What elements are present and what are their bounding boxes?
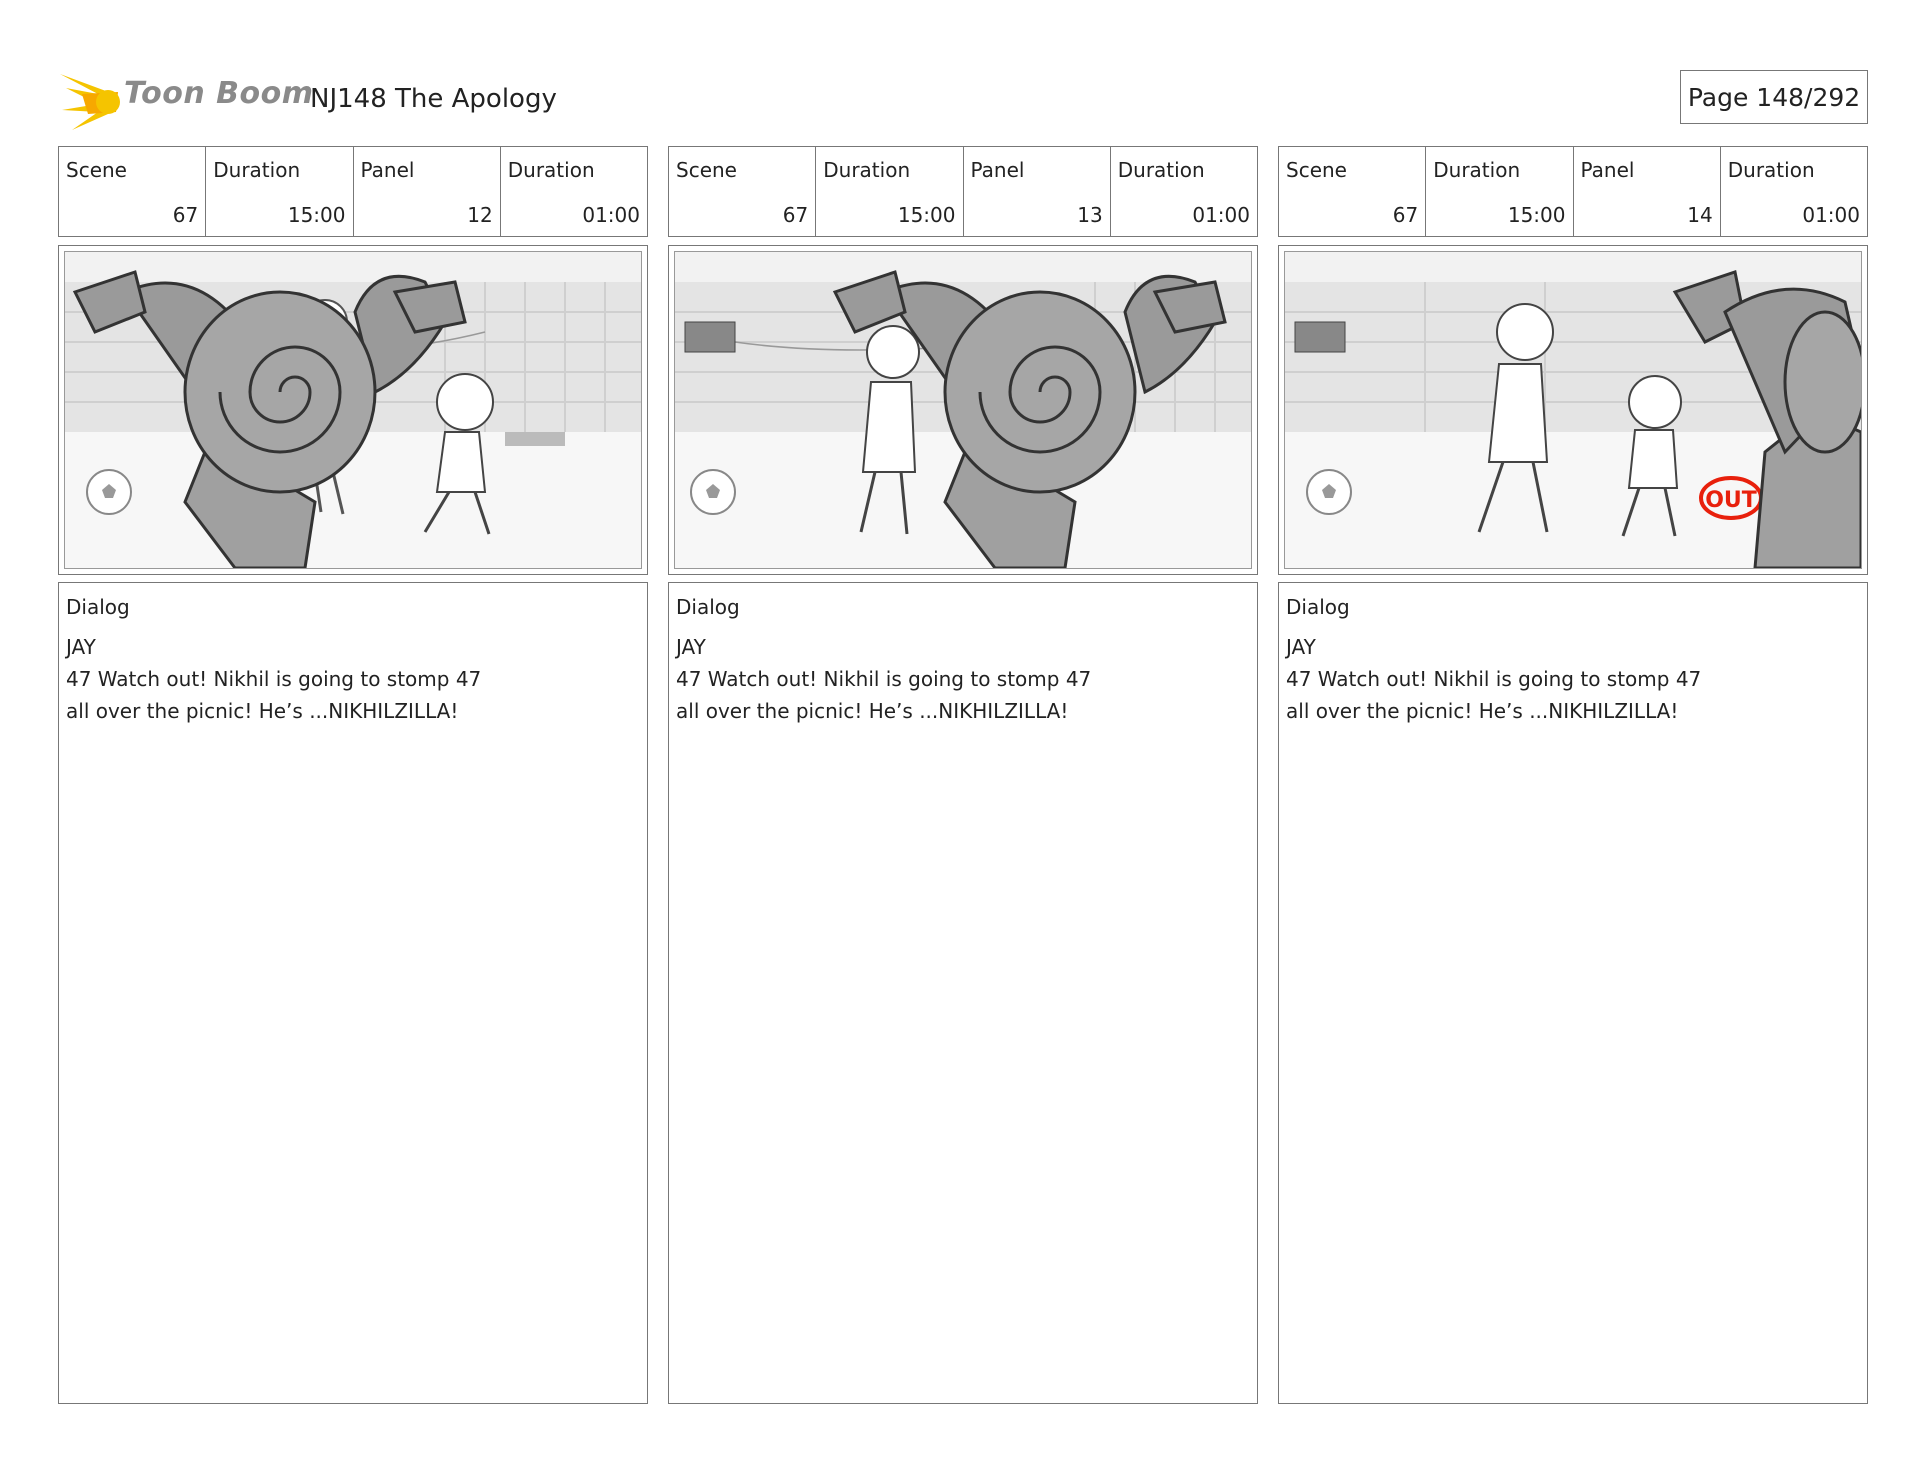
scene-cell xyxy=(59,147,206,236)
panel-duration-value: 01:00 xyxy=(582,203,640,227)
duration-label: Duration xyxy=(213,158,301,182)
panel-duration-value: 01:00 xyxy=(1802,203,1860,227)
storyboard-panel-2 xyxy=(668,146,1258,1404)
panel-duration-label: Duration xyxy=(1117,158,1205,182)
panel-duration-cell xyxy=(1721,147,1867,236)
panel-image-frame xyxy=(668,245,1258,575)
duration-value: 15:00 xyxy=(897,203,956,227)
dialog-label: Dialog xyxy=(676,595,740,619)
scene-duration-cell xyxy=(816,147,963,236)
panel-value: 13 xyxy=(1077,203,1103,227)
panel-duration-cell xyxy=(501,147,647,236)
scene-label: Scene xyxy=(676,158,737,182)
duration-value: 15:00 xyxy=(287,203,346,227)
panel-meta-table xyxy=(668,146,1258,237)
project-title: NJ148 The Apology xyxy=(310,84,557,114)
scene-cell xyxy=(1279,147,1426,236)
duration-label: Duration xyxy=(1433,158,1521,182)
scene-value: 67 xyxy=(1392,203,1419,227)
page-number: Page 148/292 xyxy=(1680,70,1868,124)
panel-duration-cell xyxy=(1111,147,1257,236)
panel-meta-table xyxy=(58,146,648,237)
panel-value: 12 xyxy=(467,203,493,227)
dialog-label: Dialog xyxy=(1286,595,1350,619)
storyboard-panel-3 xyxy=(1278,146,1868,1404)
dialog-line-2: all over the picnic! He’s ...NIKHILZILLA! xyxy=(1286,699,1679,723)
panel-sketch xyxy=(1284,251,1862,569)
out-annotation: OUT xyxy=(1705,488,1757,513)
panel-value: 14 xyxy=(1687,203,1713,227)
dialog-box xyxy=(1278,582,1868,1404)
panel-duration-label: Duration xyxy=(1727,158,1815,182)
duration-label: Duration xyxy=(823,158,911,182)
toon-boom-star-icon xyxy=(58,64,124,136)
dialog-line-2: all over the picnic! He’s ...NIKHILZILLA! xyxy=(676,699,1069,723)
panel-label: Panel xyxy=(970,158,1025,182)
dialog-line-1: 47 Watch out! Nikhil is going to stomp 47 xyxy=(676,667,1092,691)
scene-cell xyxy=(669,147,816,236)
panel-image-frame xyxy=(1278,245,1868,575)
dialog-speaker: JAY xyxy=(66,635,96,659)
scene-label: Scene xyxy=(66,158,127,182)
dialog-label: Dialog xyxy=(66,595,130,619)
panel-label: Panel xyxy=(360,158,415,182)
panel-label: Panel xyxy=(1580,158,1635,182)
panel-sketch xyxy=(64,251,642,569)
panel-meta-table xyxy=(1278,146,1868,237)
dialog-speaker: JAY xyxy=(1286,635,1316,659)
dialog-line-1: 47 Watch out! Nikhil is going to stomp 47 xyxy=(66,667,482,691)
dialog-box xyxy=(668,582,1258,1404)
scene-duration-cell xyxy=(1426,147,1573,236)
panel-cell xyxy=(354,147,501,236)
panel-duration-label: Duration xyxy=(507,158,595,182)
dialog-box xyxy=(58,582,648,1404)
dialog-line-2: all over the picnic! He’s ...NIKHILZILLA! xyxy=(66,699,459,723)
panel-duration-value: 01:00 xyxy=(1192,203,1250,227)
scene-value: 67 xyxy=(172,203,199,227)
dialog-speaker: JAY xyxy=(676,635,706,659)
logo-text: Toon Boom xyxy=(124,76,314,111)
toon-boom-logo xyxy=(58,64,314,136)
dialog-line-1: 47 Watch out! Nikhil is going to stomp 47 xyxy=(1286,667,1702,691)
panel-sketch xyxy=(674,251,1252,569)
scene-value: 67 xyxy=(782,203,809,227)
scene-duration-cell xyxy=(206,147,353,236)
panel-cell xyxy=(964,147,1111,236)
scene-label: Scene xyxy=(1286,158,1347,182)
duration-value: 15:00 xyxy=(1507,203,1566,227)
panel-image-frame xyxy=(58,245,648,575)
page-header xyxy=(58,64,1868,136)
panel-cell xyxy=(1574,147,1721,236)
storyboard-panel-1 xyxy=(58,146,648,1404)
